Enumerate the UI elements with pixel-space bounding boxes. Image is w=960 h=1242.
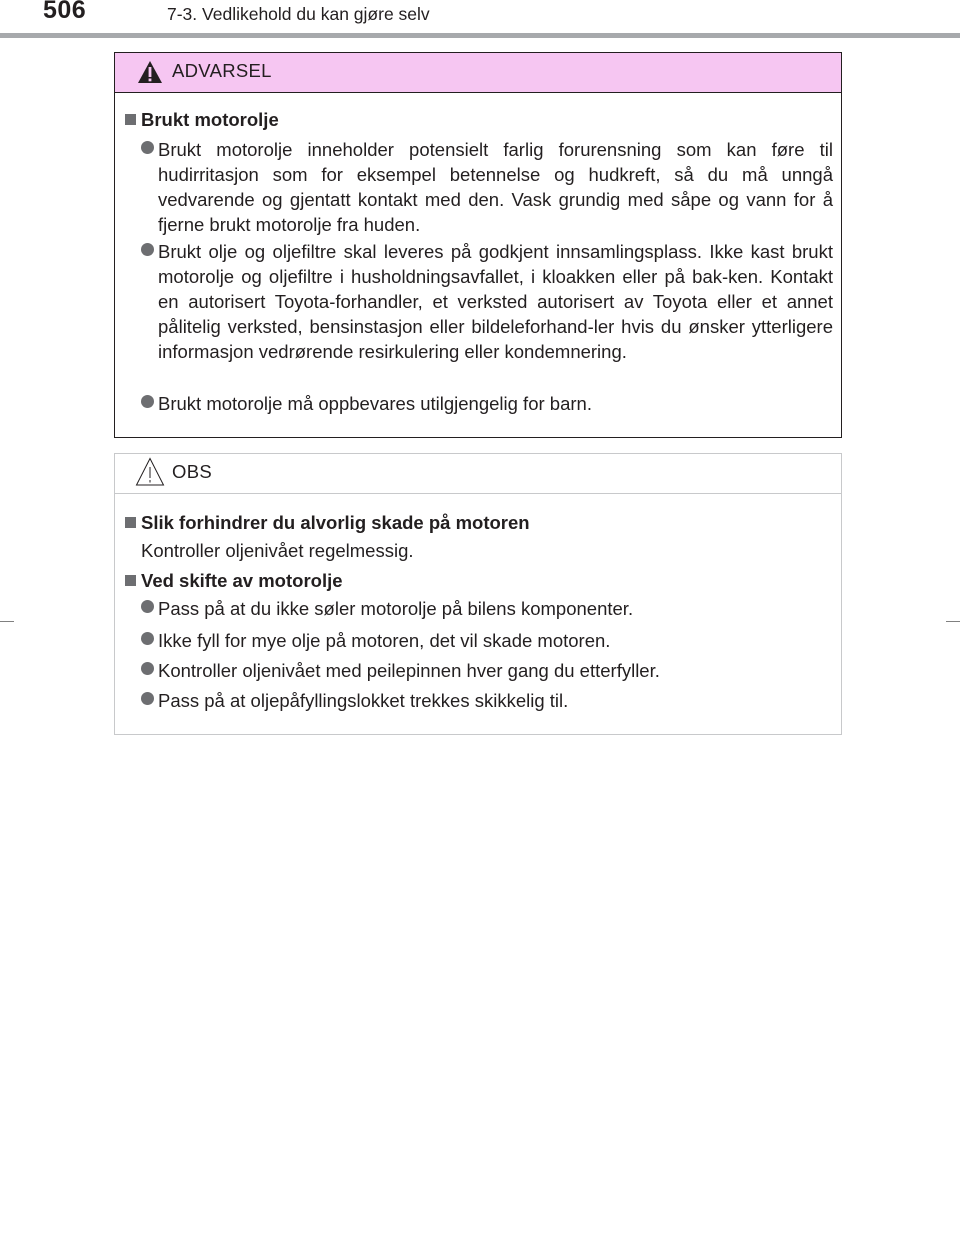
list-item-text: Brukt motorolje må oppbevares utilgjengelig for barn. [158, 393, 592, 414]
round-bullet-icon [141, 243, 154, 256]
round-bullet-icon [141, 141, 154, 154]
square-bullet-icon [125, 575, 136, 586]
notice-text: Kontroller oljenivået regelmessig. [141, 540, 414, 561]
notice-heading-2-text: Ved skifte av motorolje [141, 570, 343, 591]
caution-outline-triangle-icon [135, 457, 165, 487]
crop-mark-left [0, 621, 14, 622]
notice-heading-1-text: Slik forhindrer du alvorlig skade på motoren [141, 512, 530, 533]
list-item-text: Pass på at oljepåfyllingslokket trekkes skikkelig til. [158, 690, 569, 711]
round-bullet-icon [141, 632, 154, 645]
square-bullet-icon [125, 114, 136, 125]
round-bullet-icon [141, 662, 154, 675]
list-item-text: Brukt motorolje inneholder potensielt farlig forurensning som kan føre til hudirritasjon som for eksempel betennelse og hudkreft, så du må unngå vedvarende og gjentatt kontakt med den. Vask grundig med såpe og vann for å fjerne brukt motorolje fra huden. [158, 139, 833, 235]
notice-heading-2 [125, 570, 343, 592]
header-rule [0, 33, 960, 38]
list-item [141, 658, 833, 683]
crop-mark-right [946, 621, 960, 622]
list-item-text: Pass på at du ikke søler motorolje på bilens komponenter. [158, 598, 634, 619]
list-item [141, 239, 833, 364]
notice-box [114, 453, 842, 735]
notice-label: OBS [172, 461, 212, 482]
list-item-text: Kontroller oljenivået med peilepinnen hver gang du etterfyller. [158, 660, 660, 681]
notice-header [115, 454, 841, 494]
list-item-text: Ikke fyll for mye olje på motoren, det vil skade motoren. [158, 630, 611, 651]
section-title: 7-3. Vedlikehold du kan gjøre selv [167, 4, 430, 24]
list-item [141, 688, 833, 713]
notice-heading-1 [125, 512, 530, 534]
list-item [141, 391, 833, 416]
warning-box [114, 52, 842, 438]
warning-heading [125, 109, 279, 131]
square-bullet-icon [125, 517, 136, 528]
round-bullet-icon [141, 692, 154, 705]
warning-filled-triangle-icon [137, 60, 163, 84]
round-bullet-icon [141, 395, 154, 408]
list-item [141, 137, 833, 237]
list-item-text: Brukt olje og oljefiltre skal leveres på godkjent innsamlingsplass. Ikke kast brukt motorolje og oljefiltre i husholdningsavfallet, i kloakken eller på bak-ken. Kontakt en autorisert Toyota-forhandler, et verksted autorisert av Toyota eller et annet pålitelig verksted, bensinstasjon eller bildeleforhand-ler hvis du ønsker ytterligere informasjon vedrørende resirkulering eller kondemnering. [158, 241, 833, 362]
warning-label: ADVARSEL [172, 60, 272, 81]
page-number: 506 [43, 0, 87, 24]
warning-heading-text: Brukt motorolje [141, 109, 279, 130]
list-item [141, 628, 833, 653]
warning-header [115, 53, 841, 93]
list-item [141, 596, 833, 621]
round-bullet-icon [141, 600, 154, 613]
